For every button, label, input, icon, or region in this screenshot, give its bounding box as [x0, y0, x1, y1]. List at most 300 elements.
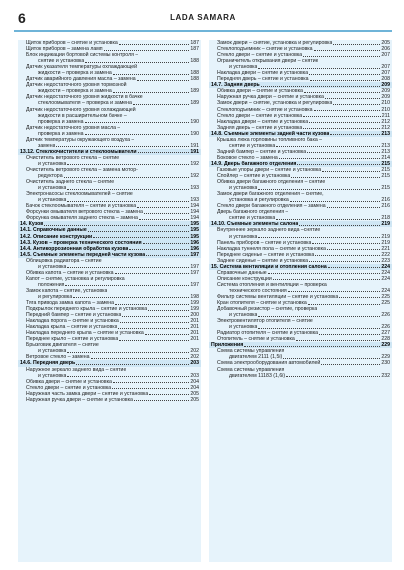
toc-entry-title: Фильтр системы вентиляции – снятие и установка: [217, 293, 339, 300]
toc-entry: [18, 397, 201, 403]
toc-page-number: 205: [190, 390, 199, 397]
toc-entry-title: проверка и замена: [38, 130, 84, 137]
toc-entry-title: Датчик указателя температуры охлаждающей: [26, 64, 137, 71]
toc-entry-title: и установка: [229, 64, 258, 71]
toc-dot-leader: [115, 304, 189, 305]
book-title: LADA SAMARA: [170, 13, 236, 22]
toc-dot-leader: [327, 249, 380, 250]
toc-entry-title: Система отопления и вентиляции – проверка: [217, 281, 327, 288]
toc-page-number: 194: [190, 215, 199, 222]
toc-entry-title: Стекло двери багажного отделения – замена: [217, 203, 326, 210]
toc-entry-title: Отопитель – снятие и установка: [217, 336, 295, 343]
toc-page-number: 199: [190, 300, 199, 307]
toc-entry-title: замена: [38, 142, 56, 149]
toc-page-number: 222: [381, 251, 390, 258]
toc-entry-title: 14.7. Задняя дверь: [211, 82, 260, 89]
toc-page-number: 204: [190, 378, 199, 385]
toc-dot-leader: [314, 110, 381, 111]
toc-entry-title: Справочные данные: [217, 269, 267, 276]
toc-dot-leader: [112, 388, 189, 389]
toc-page-number: 189: [190, 88, 199, 95]
toc-page-number: 192: [190, 160, 199, 167]
toc-dot-leader: [333, 104, 380, 105]
toc-dot-leader: [291, 177, 380, 178]
toc-dot-leader: [261, 86, 381, 87]
toc-entry-title: Переднее крыло – снятие и установка: [26, 336, 119, 343]
toc-dot-leader: [297, 164, 380, 165]
toc-dot-leader: [276, 219, 380, 220]
toc-dot-leader: [325, 98, 380, 99]
toc-page-number: 207: [381, 64, 390, 71]
toc-dot-leader: [119, 44, 190, 45]
toc-entry-title: и установка: [229, 233, 258, 240]
toc-dot-leader: [137, 80, 190, 81]
toc-entry-title: и установка: [38, 348, 67, 355]
toc-page-number: 188: [190, 70, 199, 77]
toc-entry-title: Блок индикации бортовой системы контроля –: [26, 52, 139, 59]
toc-dot-leader: [283, 358, 380, 359]
toc-entry-title: Бачок стеклоомывателя – снятие и установка: [26, 203, 137, 210]
toc-entry-title: Крышка люка горловины топливного бака –: [217, 136, 323, 143]
toc-entry-title: технического состояния: [229, 287, 287, 294]
toc-entry-title: Накладка туннеля пола – снятие и установка: [217, 245, 326, 252]
toc-entry-title: Схема электрооборудования автомобилей: [217, 360, 321, 367]
toc-entry-title: Задняя дверь – снятие и установка: [217, 124, 303, 131]
toc-entry-title: стеклоомывателя – проверка и замена: [38, 100, 132, 107]
toc-page-number: 193: [190, 185, 199, 192]
toc-page-number: 202: [190, 354, 199, 361]
toc-page-number: 212: [381, 124, 390, 131]
toc-dot-leader: [314, 50, 381, 51]
toc-page-number: 215: [381, 166, 390, 173]
toc-page-number: 224: [381, 263, 390, 270]
toc-entry-title: 14.5. Съемные элементы передней части кузова: [20, 251, 146, 258]
toc-dot-leader: [310, 80, 381, 81]
toc-entry-title: и установка: [229, 185, 258, 192]
toc-dot-leader: [312, 243, 380, 244]
toc-entry-title: Наружное зеркало заднего вида – снятие: [26, 366, 127, 373]
toc-page-number: 227: [381, 330, 390, 337]
toc-page-number: 187: [190, 40, 199, 46]
toc-dot-leader: [148, 310, 189, 311]
toc-dot-leader: [322, 171, 380, 172]
toc-dot-leader: [149, 394, 189, 395]
toc-page-number: 219: [381, 233, 390, 240]
toc-entry-title: Переднее сиденье – снятие и установка: [217, 251, 315, 258]
toc-page-number: 213: [381, 130, 390, 137]
toc-entry-title: Подкрылок переднего крыла – снятие и установка: [26, 306, 148, 313]
toc-entry-title: 14.3. Кузов – проверка технического состояния: [20, 239, 142, 246]
toc-page-number: 197: [190, 251, 199, 258]
toc-page-number: 188: [190, 76, 199, 83]
toc-dot-leader: [303, 128, 380, 129]
toc-dot-leader: [88, 231, 190, 232]
toc-entry-title: Накладка порога – снятие и установка: [26, 318, 119, 325]
toc-entry-title: редуктора: [38, 173, 63, 180]
toc-page-number: 197: [190, 263, 199, 270]
toc-page-number: 194: [190, 209, 199, 216]
toc-dot-leader: [67, 376, 189, 377]
toc-entry-title: Обивка двери – снятие и установка: [26, 378, 112, 385]
toc-page-number: 195: [190, 227, 199, 234]
toc-entry-title: 15. Система вентиляции и отопления салона: [211, 263, 327, 270]
toc-entry-title: Очиститель ветрового стекла – замена мотор-: [26, 166, 138, 173]
toc-dot-leader: [258, 237, 380, 238]
toc-page-number: 202: [190, 348, 199, 355]
toc-dot-leader: [303, 56, 380, 57]
toc-dot-leader: [85, 62, 189, 63]
toc-column-left: [18, 40, 201, 562]
toc-page-number: 201: [190, 324, 199, 331]
toc-page-number: 200: [190, 312, 199, 319]
toc-page-number: 206: [381, 46, 390, 53]
toc-page-number: 187: [190, 46, 199, 53]
toc-page-number: 223: [381, 257, 390, 264]
toc-page-number: 205: [190, 396, 199, 403]
toc-page-number: 201: [190, 318, 199, 325]
toc-page-number: 214: [381, 154, 390, 161]
toc-page-number: 230: [381, 360, 390, 367]
toc-column-right: [209, 40, 392, 562]
toc-entry-title: Кран отопителя – снятие и установка: [217, 300, 307, 307]
toc-page-number: 195: [190, 221, 199, 228]
toc-entry-title: Очиститель заднего стекла – снятие: [26, 179, 115, 186]
toc-entry-title: Радиатор отопителя – снятие и установка: [217, 330, 319, 337]
toc-entry-title: Накладка двери – снятие и установка: [217, 70, 309, 77]
toc-entry-title: Очиститель ветрового стекла – снятие: [26, 154, 120, 161]
toc-entry-title: Обивка двери – снятие и установка: [217, 88, 303, 95]
toc-page-number: 216: [381, 197, 390, 204]
toc-entry-title: Ветровое стекло – замена: [26, 354, 90, 361]
toc-entry-title: Панель приборов – снятие и установка: [217, 239, 312, 246]
toc-entry-title: 14.8. Съемные элементы задней части кузова: [211, 130, 330, 137]
toc-entry-title: Щиток приборов – снятие и установка: [26, 40, 118, 46]
toc-dot-leader: [91, 358, 190, 359]
toc-entry-title: жидкости в расширительном бачке –: [38, 112, 127, 119]
toc-dot-leader: [333, 44, 380, 45]
toc-page-number: 224: [381, 269, 390, 276]
toc-page-number: 216: [381, 203, 390, 210]
toc-page-number: 226: [381, 324, 390, 331]
toc-dot-leader: [118, 328, 189, 329]
toc-page-number: 212: [381, 118, 390, 125]
toc-page-number: 194: [190, 203, 199, 210]
toc-dot-leader: [120, 322, 190, 323]
toc-page-number: 201: [190, 336, 199, 343]
toc-dot-leader: [330, 134, 380, 135]
toc-entry-title: Боковое стекло – замена: [217, 154, 278, 161]
toc-page-number: 215: [381, 185, 390, 192]
toc-entry-title: Передний бампер – снятие и установка: [26, 312, 122, 319]
toc-entry-title: и установка: [38, 160, 67, 167]
toc-entry-title: 14.2. Описание конструкции: [20, 233, 93, 240]
toc-page-number: 196: [190, 239, 199, 246]
toc-dot-leader: [307, 152, 380, 153]
page-number: 6: [18, 10, 26, 26]
toc-dot-leader: [258, 189, 380, 190]
toc-page-number: 190: [190, 118, 199, 125]
toc-dot-leader: [67, 189, 189, 190]
toc-entry-title: Облицовка радиатора – снятие: [26, 257, 102, 264]
toc-page-number: 225: [381, 293, 390, 300]
toc-dot-leader: [64, 177, 190, 178]
toc-dot-leader: [290, 201, 381, 202]
toc-entry-title: Добавочный резистор – снятие, проверка: [217, 306, 318, 313]
toc-page-number: 195: [190, 233, 199, 240]
toc-entry-title: и установка: [38, 185, 67, 192]
toc-page-number: 210: [381, 106, 390, 113]
toc-dot-leader: [67, 201, 189, 202]
toc-entry-title: Обивка капота – снятие и установка: [26, 269, 114, 276]
toc-page-number: 191: [190, 148, 199, 155]
toc-dot-leader: [143, 243, 190, 244]
toc-entry-title: двигателем 11183 (1,6i): [229, 372, 286, 379]
toc-page-number: 198: [190, 293, 199, 300]
toc-entry-title: Форсунки омывателя ветрового стекла – замена: [26, 209, 143, 216]
toc-dot-leader: [276, 146, 380, 147]
toc-dot-leader: [279, 158, 381, 159]
toc-dot-leader: [328, 267, 381, 268]
toc-entry: [209, 373, 392, 379]
toc-dot-leader: [138, 152, 190, 153]
toc-page-number: 207: [381, 52, 390, 59]
toc-entry-title: снятие и установка: [38, 58, 85, 65]
toc-page-number: 229: [381, 342, 390, 349]
toc-entry-title: положения: [38, 281, 65, 288]
toc-page-number: 197: [190, 269, 199, 276]
toc-dot-leader: [296, 340, 381, 341]
toc-dot-leader: [309, 261, 380, 262]
toc-page-number: 197: [190, 281, 199, 288]
toc-page-number: 226: [381, 312, 390, 319]
toc-entry-title: Капот – снятие, установка и регулировка: [26, 275, 125, 282]
toc-page-number: 191: [190, 142, 199, 149]
toc-entry-title: 14.10. Съемные элементы салона: [211, 221, 299, 228]
toc-page-number: 203: [190, 360, 199, 367]
toc-page-number: 229: [381, 354, 390, 361]
toc-dot-leader: [146, 255, 189, 256]
toc-entry-title: и установка: [38, 372, 67, 379]
toc-dot-leader: [303, 116, 381, 117]
toc-dot-leader: [85, 134, 190, 135]
toc-dot-leader: [144, 213, 190, 214]
toc-dot-leader: [113, 382, 190, 383]
toc-page-number: 211: [381, 112, 390, 119]
toc-entry-title: снятие и установка: [229, 215, 276, 222]
toc-entry-title: снятие и установка: [229, 142, 276, 149]
toc-entry-title: Замок двери – снятие, установка и регулировка: [217, 40, 333, 46]
toc-entry-title: Датчик недостаточного уровня охлаждающей: [26, 106, 136, 113]
toc-page-number: 205: [381, 40, 390, 46]
toc-page-number: 203: [190, 372, 199, 379]
toc-entry-title: Тяга привода замка капота – замена: [26, 300, 115, 307]
toc-page-number: 209: [381, 88, 390, 95]
toc-dot-leader: [85, 122, 190, 123]
toc-dot-leader: [134, 400, 189, 401]
toc-dot-leader: [67, 164, 189, 165]
toc-dot-leader: [139, 219, 189, 220]
toc-entry-title: Описание конструкции: [217, 275, 272, 282]
toc-entry-title: Датчик недостаточного уровня тормозной: [26, 82, 127, 89]
toc-page-number: 192: [190, 173, 199, 180]
toc-page-number: 221: [381, 245, 390, 252]
toc-dot-leader: [258, 68, 380, 69]
toc-entry-title: Форсунка омывателя заднего стекла – замена: [26, 215, 138, 222]
toc-dot-leader: [73, 297, 189, 298]
toc-entry-title: 13.12. Стеклоочистители и стеклоомыватели: [20, 148, 137, 155]
toc-page-number: 219: [381, 221, 390, 228]
toc-dot-leader: [315, 255, 380, 256]
toc-dot-leader: [268, 273, 381, 274]
toc-dot-leader: [56, 146, 189, 147]
toc-entry-title: проверка и замена: [38, 118, 84, 125]
toc-entry-title: Стеклоподъемник – снятие и установка: [217, 46, 313, 53]
toc-dot-leader: [308, 304, 381, 305]
toc-entry-title: Стекло двери – снятие и установка: [217, 112, 303, 119]
toc-dot-leader: [299, 225, 380, 226]
toc-entry-title: Схема системы управления: [217, 348, 285, 355]
toc-entry-title: Замок капота – снятие, установка: [26, 287, 108, 294]
toc-entry-title: Накладка переднего крыла – снятие и установка: [26, 330, 144, 337]
toc-dot-leader: [76, 364, 189, 365]
toc-dot-leader: [119, 340, 189, 341]
toc-dot-leader: [286, 376, 380, 377]
toc-page-number: 218: [381, 215, 390, 222]
toc-entry-title: Задний бампер – снятие и установка: [217, 148, 307, 155]
toc-entry-title: Наружная часть замка двери – снятие и установка: [26, 390, 149, 397]
toc-entry-title: Дверь багажного отделения –: [217, 209, 289, 216]
toc-page-number: 215: [381, 160, 390, 167]
toc-dot-leader: [145, 334, 190, 335]
toc-page-number: 207: [381, 70, 390, 77]
toc-dot-leader: [137, 207, 189, 208]
toc-entry-title: установка и регулировка: [229, 197, 289, 204]
toc-entry-title: Внутреннее зеркало заднего вида –снятие: [217, 227, 321, 234]
toc-entry-title: 14. Кузов: [20, 221, 44, 228]
toc-dot-leader: [115, 273, 190, 274]
toc-page-number: 225: [381, 300, 390, 307]
toc-page-number: 196: [190, 245, 199, 252]
toc-entry-title: Наружная ручка двери – снятие и установка: [217, 94, 324, 101]
toc-entry-title: Замок двери багажного отделения – снятие,: [217, 191, 324, 198]
toc-dot-leader: [65, 285, 189, 286]
toc-page-number: 219: [381, 239, 390, 246]
toc-page-number: 193: [190, 197, 199, 204]
toc-page-number: 209: [381, 94, 390, 101]
toc-page-number: 210: [381, 100, 390, 107]
toc-entry-title: 14.6. Передняя дверь: [20, 360, 76, 367]
toc-page-number: 224: [381, 275, 390, 282]
toc-dot-leader: [258, 328, 380, 329]
toc-dot-leader: [104, 50, 190, 51]
toc-dot-leader: [67, 267, 189, 268]
toc-entry-title: Передняя дверь – снятие и установка: [217, 76, 309, 83]
toc-entry-title: Датчик аварийного давления масла – замена: [26, 76, 136, 83]
toc-entry-title: Наружная ручка двери – снятие и установка: [26, 396, 133, 403]
toc-entry-title: Накладка крыла – снятие и установка: [26, 324, 118, 331]
toc-entry-title: жидкости – проверка и замена: [38, 70, 112, 77]
toc-entry-title: жидкости – проверка и замена: [38, 88, 112, 95]
toc-dot-leader: [93, 237, 189, 238]
toc-dot-leader: [273, 279, 381, 280]
toc-page-number: 215: [381, 173, 390, 180]
toc-dot-leader: [67, 352, 189, 353]
toc-entry-title: Стекло двери – снятие и установка: [26, 384, 112, 391]
toc-entry-title: Газовые упоры двери – снятие и установка: [217, 166, 322, 173]
toc-dot-leader: [44, 225, 189, 226]
toc-dot-leader: [319, 334, 380, 335]
toc-entry-title: и регулировка: [38, 293, 73, 300]
toc-dot-leader: [304, 92, 381, 93]
toc-entry-title: и установка: [38, 263, 67, 270]
toc-page-number: 208: [381, 76, 390, 83]
toc-page-number: 190: [190, 130, 199, 137]
toc-entry-title: Стекло двери – снятие и установка: [217, 52, 303, 59]
toc-entry-title: 14.9. Дверь багажного отделения: [211, 160, 297, 167]
toc-page-number: 224: [381, 287, 390, 294]
toc-entry-title: Приложения: [211, 342, 244, 349]
toc-page-number: 201: [190, 330, 199, 337]
toc-entry-title: Обивка двери багажного отделения – снятие: [217, 179, 326, 186]
toc-dot-leader: [129, 249, 189, 250]
toc-entry-title: Электронасосы стеклоомывателей – снятие: [26, 191, 133, 198]
toc-page-number: 199: [190, 306, 199, 313]
toc-entry-title: Датчик недостаточного уровня жидкости в бачке: [26, 94, 143, 101]
toc-page-number: 213: [381, 142, 390, 149]
toc-entry-title: и установка: [229, 312, 258, 319]
toc-entry-title: 14.4. Антикоррозионная обработка кузова: [20, 245, 129, 252]
toc-entry-title: двигателем 2111 (1,5i): [229, 354, 283, 361]
toc-page-number: 228: [381, 336, 390, 343]
toc-page-number: 189: [190, 100, 199, 107]
toc-entry-title: Датчик недостаточного уровня масла –: [26, 124, 121, 131]
toc-page-number: 204: [190, 384, 199, 391]
toc-entry-title: Схема системы управления: [217, 366, 285, 373]
toc-dot-leader: [327, 207, 381, 208]
toc-entry-title: Электровентилятор отопителя – снятие: [217, 318, 313, 325]
toc-dot-leader: [133, 104, 189, 105]
toc-dot-leader: [113, 92, 190, 93]
toc-page-number: 213: [381, 148, 390, 155]
toc-entry-title: 14.1. Справочные данные: [20, 227, 87, 234]
toc-entry-title: Щиток приборов – замена ламп: [26, 46, 103, 53]
toc-entry-title: и установка: [38, 197, 67, 204]
toc-dot-leader: [309, 74, 380, 75]
toc-entry-title: Замок двери – снятие, установка и регулировка: [217, 100, 333, 107]
toc-entry-title: Стеклоподъемник – снятие и установка: [217, 106, 313, 113]
toc-dot-leader: [122, 316, 189, 317]
page-header: [14, 10, 392, 32]
toc-dot-leader: [258, 316, 380, 317]
toc-entry-title: Заднее сиденье – снятие и установка: [217, 257, 309, 264]
toc-entry-title: Ограничитель открывания двери – снятие: [217, 58, 319, 65]
toc-dot-leader: [321, 364, 380, 365]
toc-entry-title: Брызговик двигателя – снятие: [26, 342, 99, 349]
toc-dot-leader: [288, 291, 381, 292]
toc-page-number: 188: [190, 58, 199, 65]
toc-entry-title: Накладка двери – снятие и установка: [217, 118, 309, 125]
toc-dot-leader: [113, 74, 190, 75]
toc-page-number: 209: [381, 82, 390, 89]
toc-dot-leader: [244, 346, 380, 347]
toc-entry-title: Датчик температуры окружающего воздуха –: [26, 136, 135, 143]
toc-dot-leader: [309, 122, 380, 123]
table-of-contents: [18, 40, 392, 562]
toc-dot-leader: [339, 297, 380, 298]
toc-entry-title: Спойлер – снятие и установка: [217, 173, 291, 180]
toc-page-number: 232: [381, 372, 390, 379]
toc-entry-title: и установка: [229, 324, 258, 331]
